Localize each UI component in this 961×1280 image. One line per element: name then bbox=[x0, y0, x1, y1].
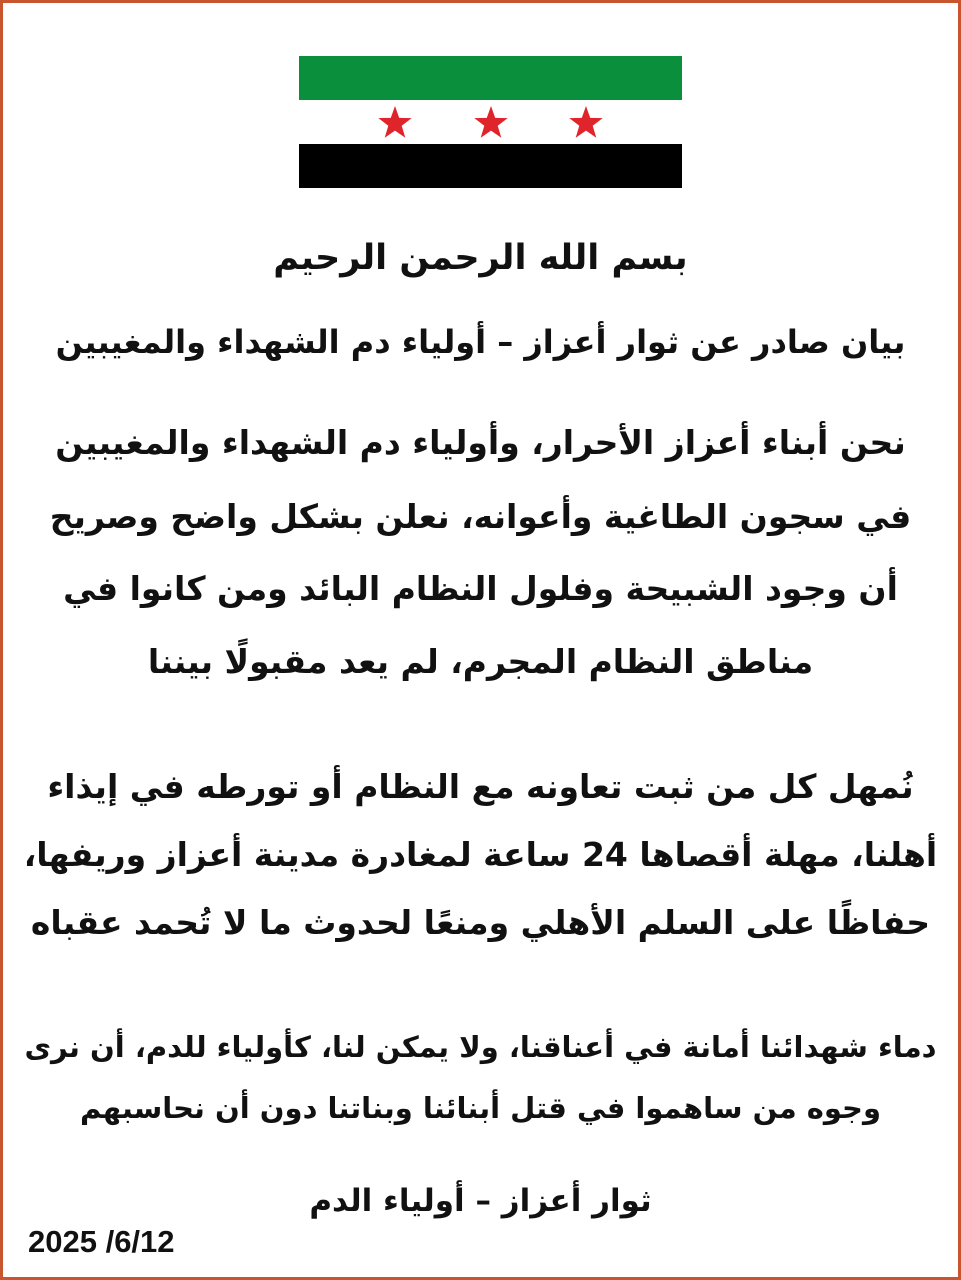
flag-green-band bbox=[299, 56, 682, 100]
paragraph3-line: وجوه من ساهموا في قتل أبنائنا وبناتنا دون أن نحاسبهم bbox=[80, 1091, 881, 1125]
flag-stars bbox=[299, 100, 682, 144]
paragraph2-line: نُمهل كل من ثبت تعاونه مع النظام أو تورطه في إيذاء bbox=[47, 767, 914, 806]
statement-date: 2025 /6/12 bbox=[28, 1224, 175, 1259]
paragraph3-line: دماء شهدائنا أمانة في أعناقنا، ولا يمكن لنا، كأولياء للدم، أن نرى bbox=[24, 1030, 937, 1064]
flag-black-band bbox=[299, 144, 682, 188]
paragraph1-line: مناطق النظام المجرم، لم يعد مقبولًا بيننا bbox=[147, 642, 814, 681]
paragraph1-line: في سجون الطاغية وأعوانه، نعلن بشكل واضح وصريح bbox=[49, 497, 912, 536]
paragraph1-line: أن وجود الشبيحة وفلول النظام البائد ومن كانوا في bbox=[63, 569, 898, 608]
star-icon bbox=[378, 106, 411, 138]
signature: ثوار أعزاز – أولياء الدم bbox=[309, 1183, 652, 1219]
star-icon bbox=[569, 106, 602, 138]
statement-title: بيان صادر عن ثوار أعزاز – أولياء دم الشهداء والمغيبين bbox=[55, 323, 906, 361]
basmala-heading: بسم الله الرحمن الرحيم bbox=[273, 238, 688, 278]
syrian-revolution-flag-icon bbox=[299, 56, 682, 188]
star-icon bbox=[474, 106, 507, 138]
paragraph1-line: نحن أبناء أعزاز الأحرار، وأولياء دم الشهداء والمغيبين bbox=[55, 423, 906, 462]
paragraph2-line: أهلنا، مهلة أقصاها 24 ساعة لمغادرة مدينة أعزاز وريفها، bbox=[23, 835, 938, 874]
paragraph2-line: حفاظًا على السلم الأهلي ومنعًا لحدوث ما لا تُحمد عقباه bbox=[30, 903, 931, 942]
